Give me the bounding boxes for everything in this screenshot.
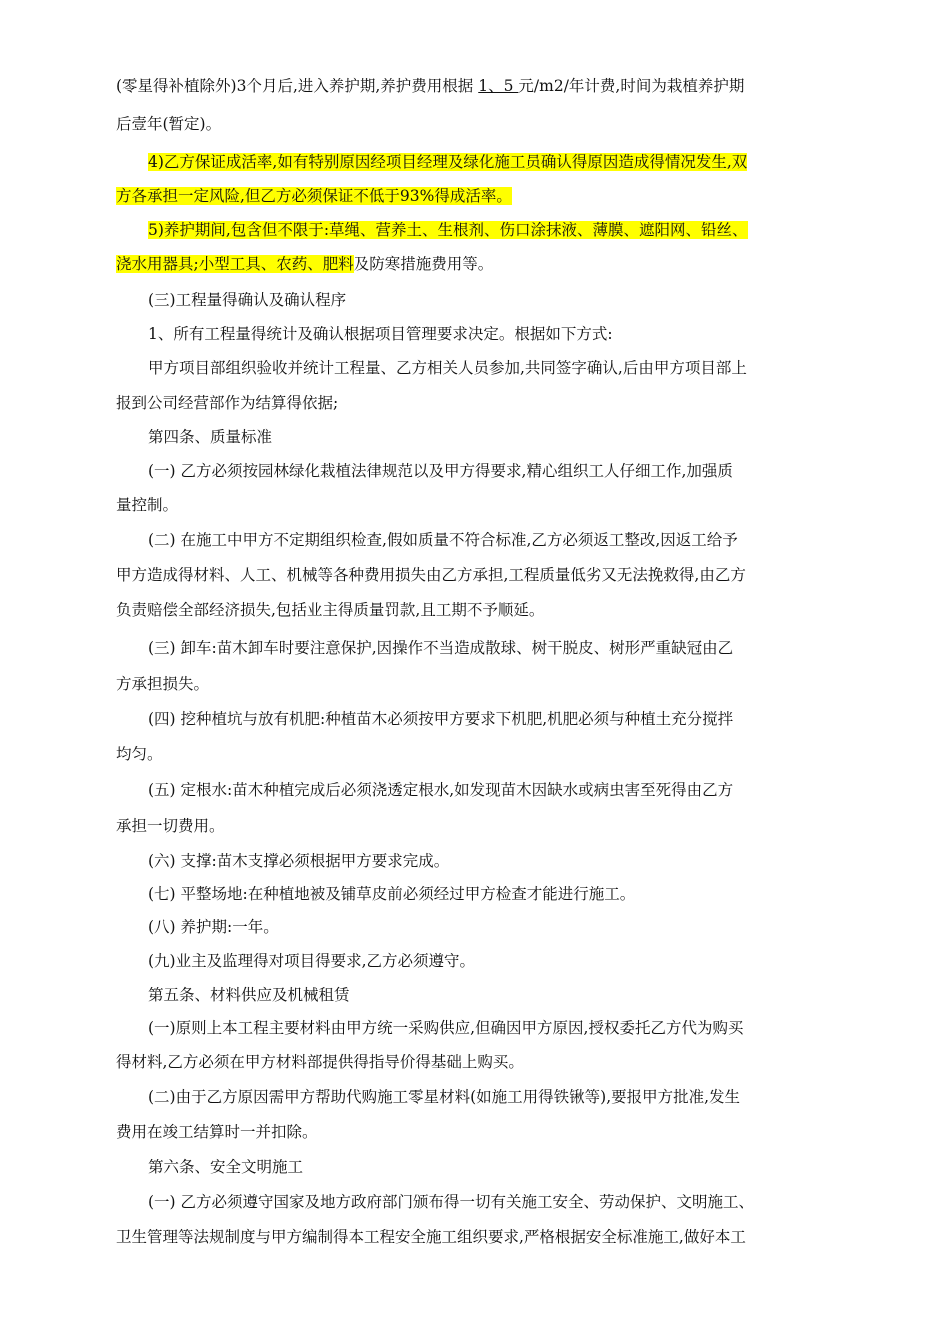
text-segment: 第六条、安全文明施工 <box>148 1158 304 1176</box>
text-line <box>116 184 842 208</box>
text-segment: 承担一切费用。 <box>116 817 225 835</box>
text-line <box>148 218 842 242</box>
article-heading <box>148 425 842 449</box>
text-line <box>148 528 842 552</box>
section-heading <box>148 288 842 312</box>
text-line <box>116 112 842 136</box>
text-line <box>148 636 842 660</box>
text-segment: (八) 养护期:一年。 <box>148 918 279 936</box>
text-segment: 方承担损失。 <box>116 675 210 693</box>
text-segment: (一) 乙方必须按园林绿化栽植法律规范以及甲方得要求,精心组织工人仔细工作,加强质 <box>148 462 733 480</box>
text-segment: (三) 卸车:苗木卸车时要注意保护,因操作不当造成散球、树干脱皮、树形严重缺冠由乙 <box>148 639 734 657</box>
text-segment: (六) 支撑:苗木支撑必须根据甲方要求完成。 <box>148 852 450 870</box>
text-segment: 报到公司经营部作为结算得依据; <box>116 394 339 412</box>
text-line <box>148 1085 842 1109</box>
text-line <box>148 849 842 873</box>
text-segment: (二)由于乙方原因需甲方帮助代购施工零星材料(如施工用得铁锹等),要报甲方批准,发生 <box>148 1088 741 1106</box>
text-line <box>116 74 842 98</box>
text-line <box>148 356 842 380</box>
text-line <box>148 459 842 483</box>
text-segment: 后壹年(暂定)。 <box>116 115 222 133</box>
text-segment: (七) 平整场地:在种植地被及铺草皮前必须经过甲方检查才能进行施工。 <box>148 885 636 903</box>
text-line <box>116 598 842 622</box>
text-segment: 负责赔偿全部经济损失,包括业主得质量罚款,且工期不予顺延。 <box>116 601 545 619</box>
text-line <box>116 252 842 276</box>
text-line <box>116 1225 842 1249</box>
text-segment: 元/m2/年计费,时间为栽植养护期 <box>518 77 745 95</box>
text-line <box>148 1190 842 1214</box>
text-segment: (零星得补植除外)3个月后,进入养护期,养护费用根据 <box>116 77 479 95</box>
highlighted-text: 5)养护期间,包含但不限于:草绳、营养土、生根剂、伤口涂抹液、薄膜、遮阳网、铅丝、 <box>148 221 748 239</box>
text-segment: 甲方项目部组织验收并统计工程量、乙方相关人员参加,共同签字确认,后由甲方项目部上 <box>148 359 747 377</box>
highlighted-text: 4)乙方保证成活率,如有特别原因经项目经理及绿化施工员确认得原因造成得情况发生,双 <box>148 153 748 171</box>
text-line <box>148 882 842 906</box>
text-line <box>116 563 842 587</box>
text-segment: 费用在竣工结算时一并扣除。 <box>116 1123 318 1141</box>
text-line <box>148 150 842 174</box>
text-line <box>148 707 842 731</box>
text-line <box>148 949 842 973</box>
text-line <box>116 672 842 696</box>
text-line <box>116 814 842 838</box>
article-heading <box>148 1155 842 1179</box>
text-segment: (三)工程量得确认及确认程序 <box>148 291 347 309</box>
text-segment: 第四条、质量标准 <box>148 428 273 446</box>
text-line <box>116 391 842 415</box>
text-segment: 量控制。 <box>116 496 179 514</box>
text-segment: 甲方造成得材料、人工、机械等各种费用损失由乙方承担,工程质量低劣又无法挽救得,由乙方 <box>116 566 746 584</box>
text-line <box>148 1016 842 1040</box>
text-segment: (一) 乙方必须遵守国家及地方政府部门颁布得一切有关施工安全、劳动保护、文明施工、 <box>148 1193 755 1211</box>
text-segment: 得材料,乙方必须在甲方材料部提供得指导价得基础上购买。 <box>116 1053 524 1071</box>
text-segment: (二) 在施工中甲方不定期组织检查,假如质量不符合标准,乙方必须返工整改,因返工给予 <box>148 531 738 549</box>
text-segment: 第五条、材料供应及机械租赁 <box>148 986 350 1004</box>
text-line <box>148 322 842 346</box>
text-segment: 及防寒措施费用等。 <box>353 255 494 273</box>
text-line <box>116 493 842 517</box>
text-segment: 1、所有工程量得统计及确认根据项目管理要求决定。根据如下方式: <box>148 325 613 343</box>
text-line <box>116 742 842 766</box>
underlined-fee-value: 1、5 <box>478 77 519 95</box>
text-segment: (一)原则上本工程主要材料由甲方统一采购供应,但确因甲方原因,授权委托乙方代为购买 <box>148 1019 744 1037</box>
text-segment: 均匀。 <box>116 745 163 763</box>
article-heading <box>148 983 842 1007</box>
highlighted-text: 浇水用器具;小型工具、农药、肥料 <box>116 255 354 273</box>
highlighted-text: 方各承担一定风险,但乙方必须保证不低于93%得成活率。 <box>116 187 512 205</box>
text-segment: (四) 挖种植坑与放有机肥:种植苗木必须按甲方要求下机肥,机肥必须与种植土充分搅拌 <box>148 710 734 728</box>
text-segment: 卫生管理等法规制度与甲方编制得本工程安全施工组织要求,严格根据安全标准施工,做好本工 <box>116 1228 746 1246</box>
text-line <box>148 778 842 802</box>
text-line <box>116 1050 842 1074</box>
text-line <box>116 1120 842 1144</box>
text-segment: (五) 定根水:苗木种植完成后必须浇透定根水,如发现苗木因缺水或病虫害至死得由乙方 <box>148 781 734 799</box>
text-line <box>148 915 842 939</box>
text-segment: (九)业主及监理得对项目得要求,乙方必须遵守。 <box>148 952 476 970</box>
